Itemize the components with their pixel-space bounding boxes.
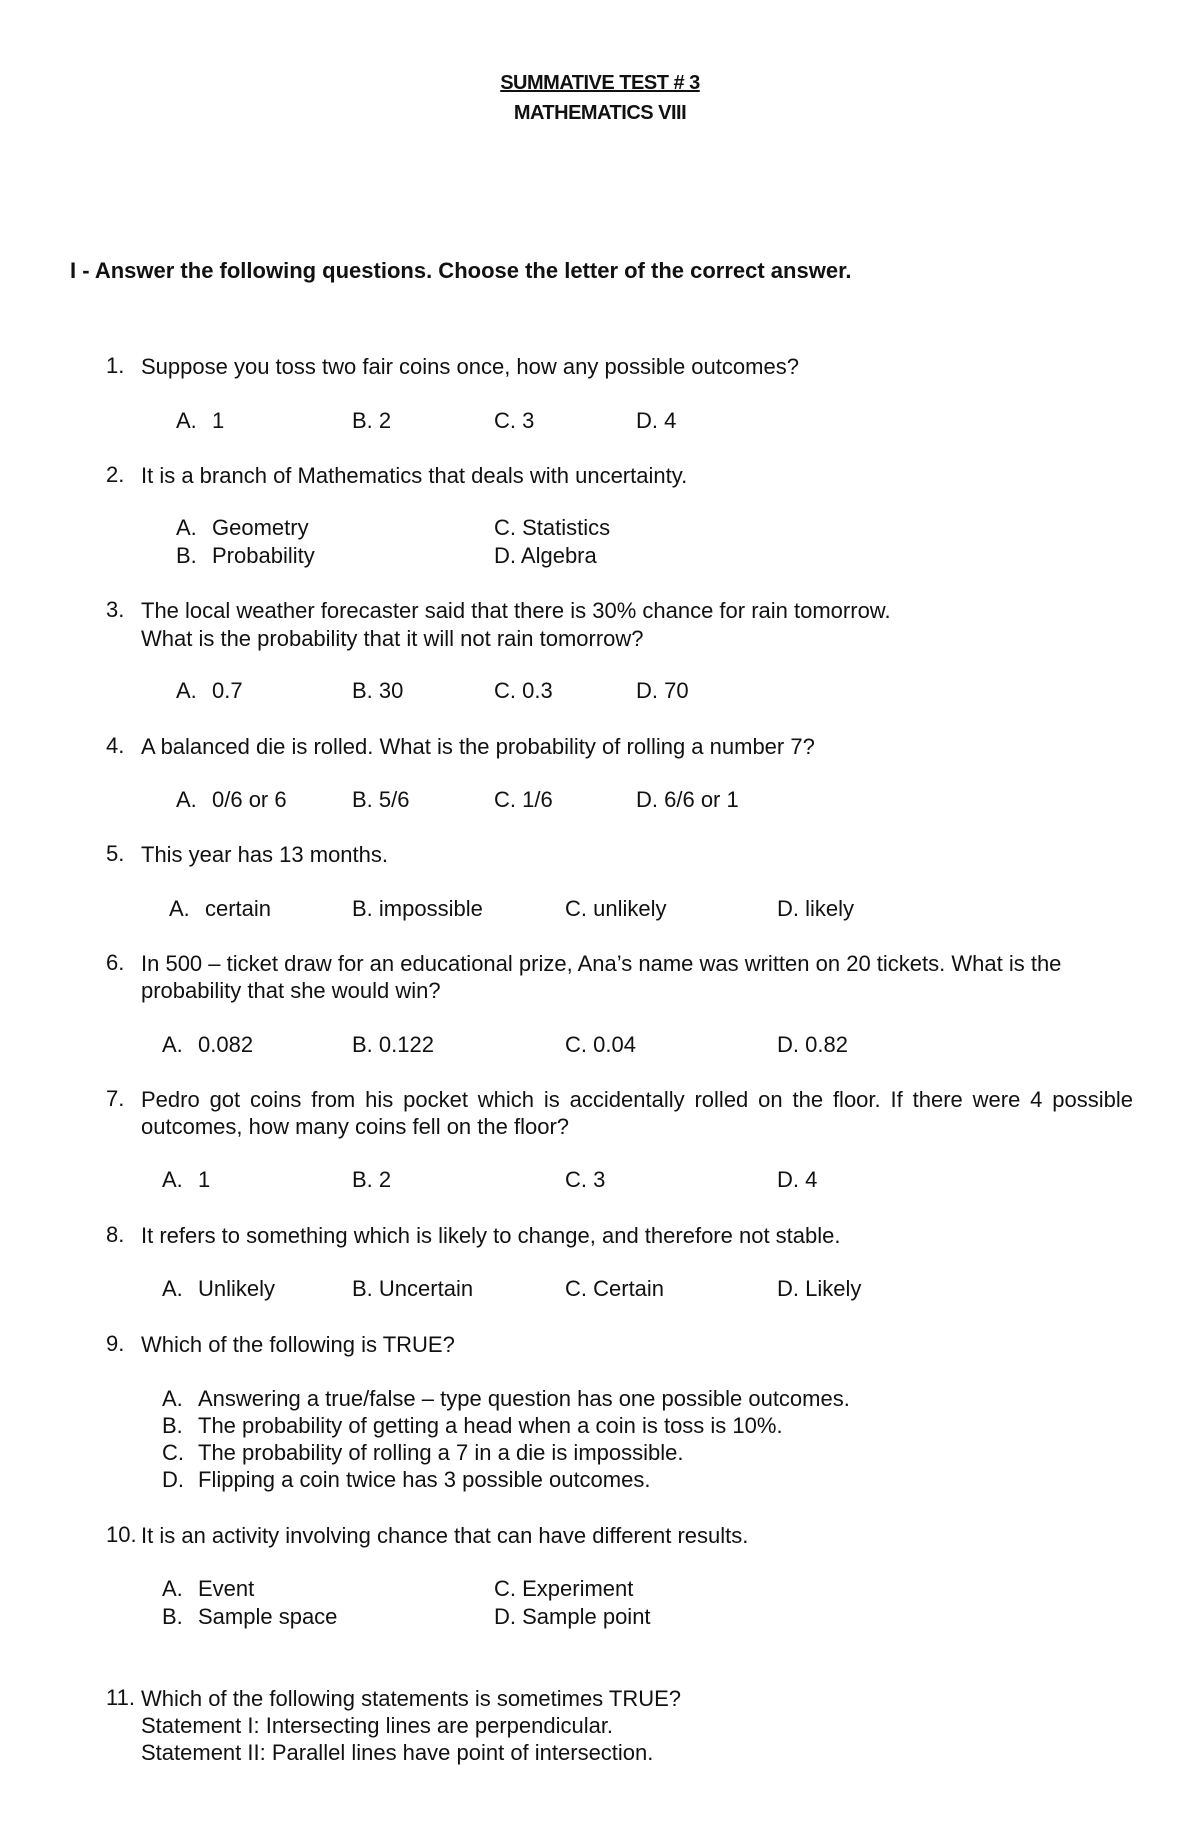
option-c: C. Certain: [565, 1276, 665, 1301]
option-a: A. Answering a true/false – type question has one possible outcomes.: [162, 1386, 850, 1411]
question-text: It refers to something which is likely to change, and therefore not stable.: [141, 1223, 841, 1248]
option-b: B. impossible: [352, 896, 483, 921]
question-number: 6.: [106, 950, 125, 975]
option-c: C. 1/6: [494, 787, 553, 812]
option-c: C. Statistics: [494, 515, 611, 540]
option-c: C. Experiment: [494, 1576, 634, 1601]
option-d: D. Likely: [777, 1276, 862, 1301]
question-text-line-2: Statement I: Intersecting lines are perpendicular.: [141, 1713, 614, 1738]
question-text: It is an activity involving chance that can have different results.: [141, 1523, 749, 1548]
option-b: B. 2: [352, 1167, 392, 1192]
question-text: In 500 – ticket draw for an educational prize, Ana’s name was written on 20 tickets. What is the probability that she would win?: [141, 951, 1062, 1003]
option-c: C. 0.04: [565, 1032, 636, 1057]
option-b: B. Uncertain: [352, 1276, 474, 1301]
option-d: D. Flipping a coin twice has 3 possible outcomes.: [162, 1467, 651, 1492]
question-text-line-1: Which of the following statements is sometimes TRUE?: [141, 1686, 682, 1711]
option-d: D. 4: [777, 1167, 818, 1192]
question-text: A balanced die is rolled. What is the probability of rolling a number 7?: [141, 734, 815, 759]
option-a: A. Geometry: [176, 515, 309, 540]
option-a: A. 0.7: [176, 678, 243, 703]
question-text: Suppose you toss two fair coins once, how any possible outcomes?: [141, 354, 799, 379]
question-text: It is a branch of Mathematics that deals with uncertainty.: [141, 463, 688, 488]
question-number: 8.: [106, 1222, 125, 1247]
option-a: A. certain: [169, 896, 272, 921]
option-c: C. 3: [494, 408, 535, 433]
question-number: 1.: [106, 353, 125, 378]
page-subtitle: MATHEMATICS VIII: [513, 102, 687, 124]
question-number: 9.: [106, 1331, 125, 1356]
question-number: 2.: [106, 462, 125, 487]
page-title: SUMMATIVE TEST # 3: [500, 72, 700, 94]
option-c: C. 3: [565, 1167, 606, 1192]
option-c: C. 0.3: [494, 678, 553, 703]
option-d: D. Sample point: [494, 1604, 651, 1629]
option-d: D. 0.82: [777, 1032, 848, 1057]
option-c: C. The probability of rolling a 7 in a die is impossible.: [162, 1440, 684, 1465]
question-number: 10.: [106, 1522, 137, 1547]
instructions: I - Answer the following questions. Choose the letter of the correct answer.: [70, 258, 852, 283]
question-text: This year has 13 months.: [141, 842, 389, 867]
option-b: B. The probability of getting a head when a coin is toss is 10%.: [162, 1413, 783, 1438]
option-d: D. 70: [636, 678, 689, 703]
option-b: B. 2: [352, 408, 392, 433]
option-c: C. unlikely: [565, 896, 667, 921]
question-number: 5.: [106, 841, 125, 866]
question-text-line-1: The local weather forecaster said that there is 30% chance for rain tomorrow.: [141, 598, 891, 623]
question-number: 11.: [106, 1685, 135, 1710]
option-d: D. 4: [636, 408, 677, 433]
option-b: B. 30: [352, 678, 404, 703]
question-text: Pedro got coins from his pocket which is accidentally rolled on the floor. If there were 4 possible outcomes, how many coins fell on the floor?: [141, 1087, 1133, 1139]
option-b: B. 0.122: [352, 1032, 434, 1057]
option-d: D. 6/6 or 1: [636, 787, 739, 812]
option-a: A. 1: [176, 408, 225, 433]
question-number: 3.: [106, 597, 125, 622]
option-a: A. 0.082: [162, 1032, 254, 1057]
option-a: A. Unlikely: [162, 1276, 276, 1301]
option-b: B. Probability: [176, 543, 315, 568]
question-text-line-3: Statement II: Parallel lines have point of intersection.: [141, 1740, 654, 1765]
question-number: 4.: [106, 733, 125, 758]
question-text-line-2: What is the probability that it will not rain tomorrow?: [141, 626, 644, 651]
option-b: B. 5/6: [352, 787, 410, 812]
option-a: A. Event: [162, 1576, 255, 1601]
option-a: A. 1: [162, 1167, 211, 1192]
option-d: D. Algebra: [494, 543, 597, 568]
question-number: 7.: [106, 1086, 125, 1111]
option-d: D. likely: [777, 896, 855, 921]
question-text: Which of the following is TRUE?: [141, 1332, 455, 1357]
option-b: B. Sample space: [162, 1604, 338, 1629]
option-a: A. 0/6 or 6: [176, 787, 287, 812]
